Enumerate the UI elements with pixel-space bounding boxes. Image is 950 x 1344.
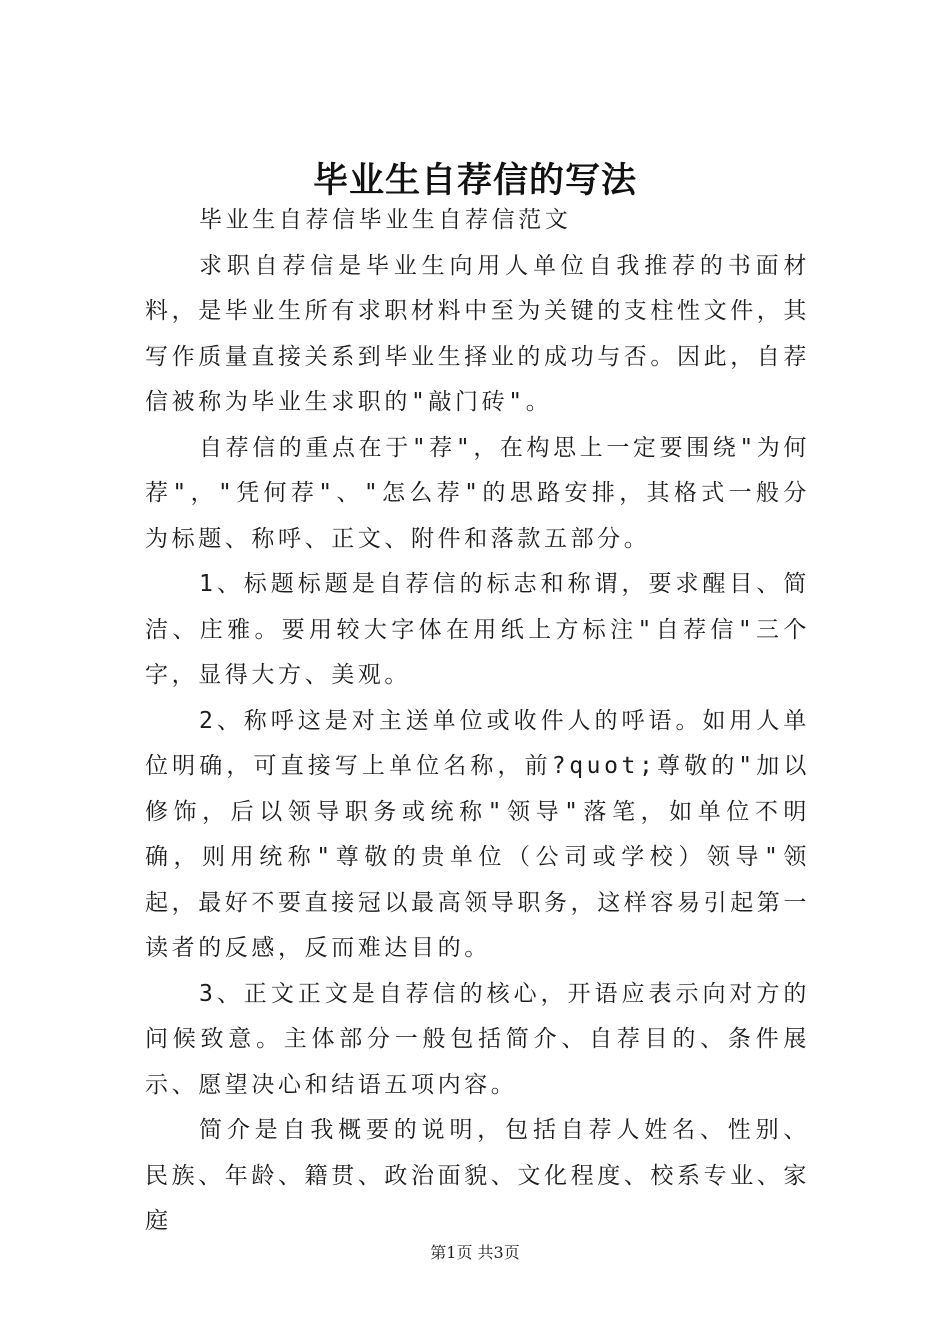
paragraph-intro: 求职自荐信是毕业生向用人单位自我推荐的书面材料，是毕业生所有求职材料中至为关键的支柱性文件，其写作质量直接关系到毕业生择业的成功与否。因此，自荐信被称为毕业生求职的"敲门砖"。 [145, 252, 810, 415]
paragraph-section-body: 3、正文正文是自荐信的核心，开语应表示向对方的问候致意。主体部分一般包括简介、自荐目的、条件展示、愿望决心和结语五项内容。 [145, 980, 810, 1098]
paragraph-section-title: 1、标题标题是自荐信的标志和称谓，要求醒目、简洁、庄雅。要用较大字体在用纸上方标注"自荐信"三个字，显得大方、美观。 [145, 571, 810, 688]
paragraph-section-salutation: 2、称呼这是对主送单位或收件人的呼语。如用人单位明确，可直接写上单位名称，前?quot;尊敬的"加以修饰，后以领导职务或统称"领导"落笔，如单位不明确，则用统称"尊敬的贵单位（公司或学校）领导"领起，最好不要直接冠以最高领导职务，这样容易引起第一读者的反感，反而难达目的。 [145, 707, 810, 961]
document-body [145, 198, 810, 1245]
document-title: 毕业生自荐信的写法 [312, 160, 637, 202]
paragraph-subtitle: 毕业生自荐信毕业生自荐信范文 [199, 207, 572, 233]
paragraph-introduction-detail: 简介是自我概要的说明，包括自荐人姓名、性别、民族、年龄、籍贯、政治面貌、文化程度、校系专业、家庭 [145, 1117, 810, 1234]
paragraph-key-point: 自荐信的重点在于"荐"，在构思上一定要围绕"为何荐"，"凭何荐"、"怎么荐"的思路安排，其格式一般分为标题、称呼、正文、附件和落款五部分。 [145, 434, 810, 552]
page-footer: 第1页 共3页 [430, 1243, 520, 1262]
